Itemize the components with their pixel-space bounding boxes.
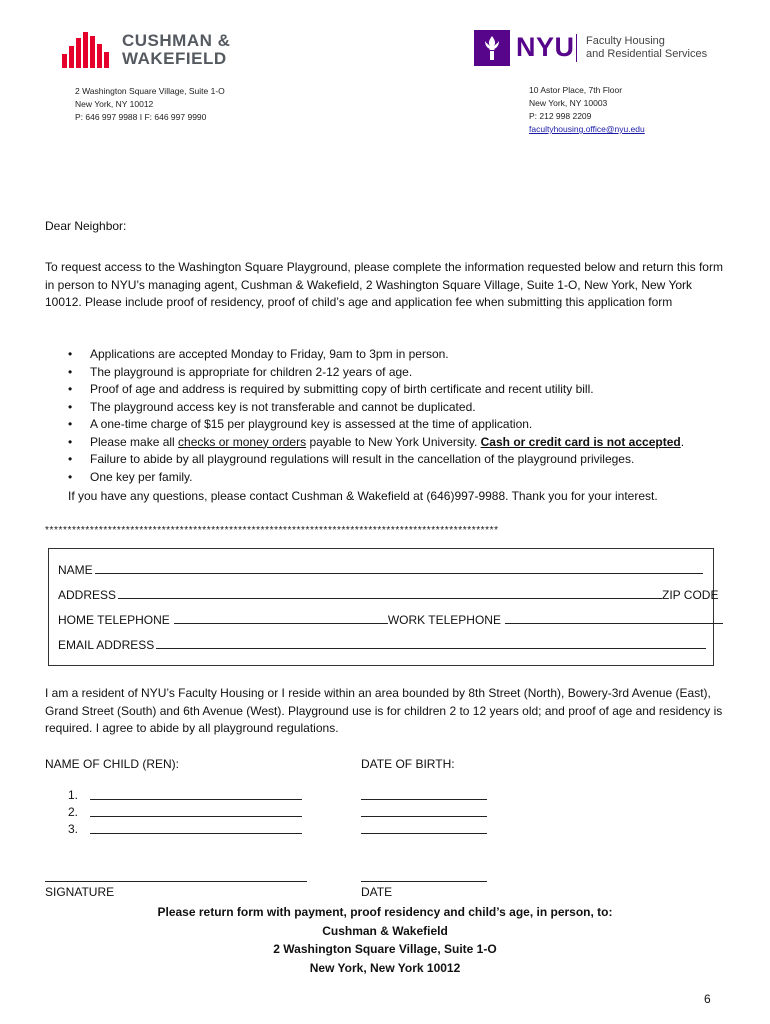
return-instructions — [45, 903, 725, 977]
cw-address-line: 2 Washington Square Village, Suite 1-O — [75, 86, 225, 96]
return-instructions-line4: New York, New York 10012 — [309, 960, 461, 975]
list-item: • The playground access key is not transferable and cannot be duplicated. — [68, 399, 728, 417]
nyu-torch-icon — [474, 30, 510, 66]
date-label: DATE — [361, 885, 393, 899]
resident-statement: I am a resident of NYU’s Faculty Housing or I reside within an area bounded by 8th Street (North), Bowery-3rd Avenue (East), Grand Street (South) and 6th Avenue (West). Playground use is for children 2 to 12 years old; and proof of age and residency is required. I agree to abide by all playground regulations. — [45, 686, 723, 735]
list-item-payment — [68, 434, 728, 452]
email-address-label: EMAIL ADDRESS — [58, 638, 155, 652]
zip-code-label: ZIP CODE — [662, 588, 719, 602]
child-name-header: NAME OF CHILD (REN): — [45, 757, 180, 771]
home-telephone-field[interactable] — [174, 611, 388, 624]
signature-label: SIGNATURE — [45, 885, 115, 899]
child-name-field-3[interactable] — [90, 833, 302, 834]
return-instructions-line2: Cushman & Wakefield — [322, 923, 448, 938]
list-item: • Applications are accepted Monday to Friday, 9am to 3pm in person. — [68, 346, 728, 364]
child-name-field-2[interactable] — [90, 816, 302, 817]
child-dob-field-3[interactable] — [361, 833, 487, 834]
nyu-address — [529, 84, 645, 136]
separator-line: ***************************************************************************************************** — [45, 525, 499, 536]
payment-suffix: . — [680, 434, 685, 449]
nyu-phone-line: P: 212 998 2209 — [529, 111, 592, 121]
payment-prefix: Please make all — [90, 434, 179, 449]
list-item: • Proof of age and address is required by submitting copy of birth certificate and recent utility bill. — [68, 381, 728, 399]
cushman-wakefield-address — [75, 85, 225, 124]
work-telephone-label: WORK TELEPHONE — [387, 613, 501, 627]
page-number: 6 — [704, 992, 711, 1006]
cw-logo-line2: WAKEFIELD — [122, 49, 227, 68]
nyu-logo-divider — [576, 34, 577, 62]
home-telephone-label: HOME TELEPHONE — [58, 613, 170, 627]
payment-middle: payable to New York University. — [306, 434, 481, 449]
nyu-address-line: New York, NY 10003 — [529, 98, 608, 108]
child-dob-field-1[interactable] — [361, 799, 487, 800]
nyu-email-link[interactable]: facultyhousing.office@nyu.edu — [529, 124, 645, 134]
date-of-birth-header: DATE OF BIRTH: — [361, 757, 455, 771]
child-name-field-1[interactable] — [90, 799, 302, 800]
requirements-list — [68, 346, 728, 486]
child-number-1: 1. — [68, 788, 79, 802]
date-field[interactable] — [361, 881, 487, 882]
list-item: • The playground is appropriate for children 2-12 years of age. — [68, 364, 728, 382]
signature-field[interactable] — [45, 881, 307, 882]
return-instructions-line1: Please return form with payment, proof residency and child’s age, in person, to: — [157, 905, 613, 919]
nyu-sub-line2: and Residential Services — [586, 48, 708, 60]
nyu-logo — [474, 30, 714, 68]
nyu-logo-text: NYU — [516, 32, 575, 62]
child-number-3: 3. — [68, 822, 79, 836]
address-row — [58, 586, 718, 602]
name-field[interactable] — [95, 561, 703, 574]
name-row — [58, 561, 703, 577]
address-label: ADDRESS — [58, 588, 117, 602]
child-number-2: 2. — [68, 805, 79, 819]
nyu-sub-line1: Faculty Housing — [586, 35, 665, 47]
email-row — [58, 636, 706, 652]
telephone-row — [58, 611, 723, 627]
cash-not-accepted-notice: Cash or credit card is not accepted — [480, 434, 681, 449]
list-item: • Failure to abide by all playground regulations will result in the cancellation of the playground privileges. — [68, 451, 728, 469]
applicant-info-form — [48, 548, 719, 666]
list-item: • One key per family. — [68, 469, 728, 487]
work-telephone-field[interactable] — [505, 611, 723, 624]
greeting: Dear Neighbor: — [45, 219, 127, 233]
name-label: NAME — [58, 563, 93, 577]
email-address-field[interactable] — [156, 636, 706, 649]
cw-logo-line1: CUSHMAN & — [122, 31, 231, 50]
return-instructions-line3: 2 Washington Square Village, Suite 1-O — [273, 942, 497, 956]
contact-paragraph: If you have any questions, please contact Cushman & Wakefield at (646)997-9988. Thank you for your interest. — [68, 489, 658, 503]
cushman-wakefield-bars-icon — [62, 30, 114, 68]
nyu-address-line: 10 Astor Place, 7th Floor — [529, 85, 623, 95]
child-dob-field-2[interactable] — [361, 816, 487, 817]
cw-address-line: New York, NY 10012 — [75, 99, 154, 109]
intro-paragraph: To request access to the Washington Square Playground, please complete the information requested below and return this form in person to NYU’s managing agent, Cushman & Wakefield, 2 Washington Square Village, Suite 1-O, New York, New York 10012. Please include proof of residency, proof of child’s age and application fee when submitting this application form — [45, 260, 723, 309]
cushman-wakefield-logo — [62, 28, 252, 72]
cw-phone-line: P: 646 997 9988 I F: 646 997 9990 — [75, 112, 207, 122]
address-field[interactable] — [118, 586, 662, 599]
list-item: • A one-time charge of $15 per playground key is assessed at the time of application. — [68, 416, 728, 434]
payment-methods: checks or money orders — [178, 434, 307, 449]
